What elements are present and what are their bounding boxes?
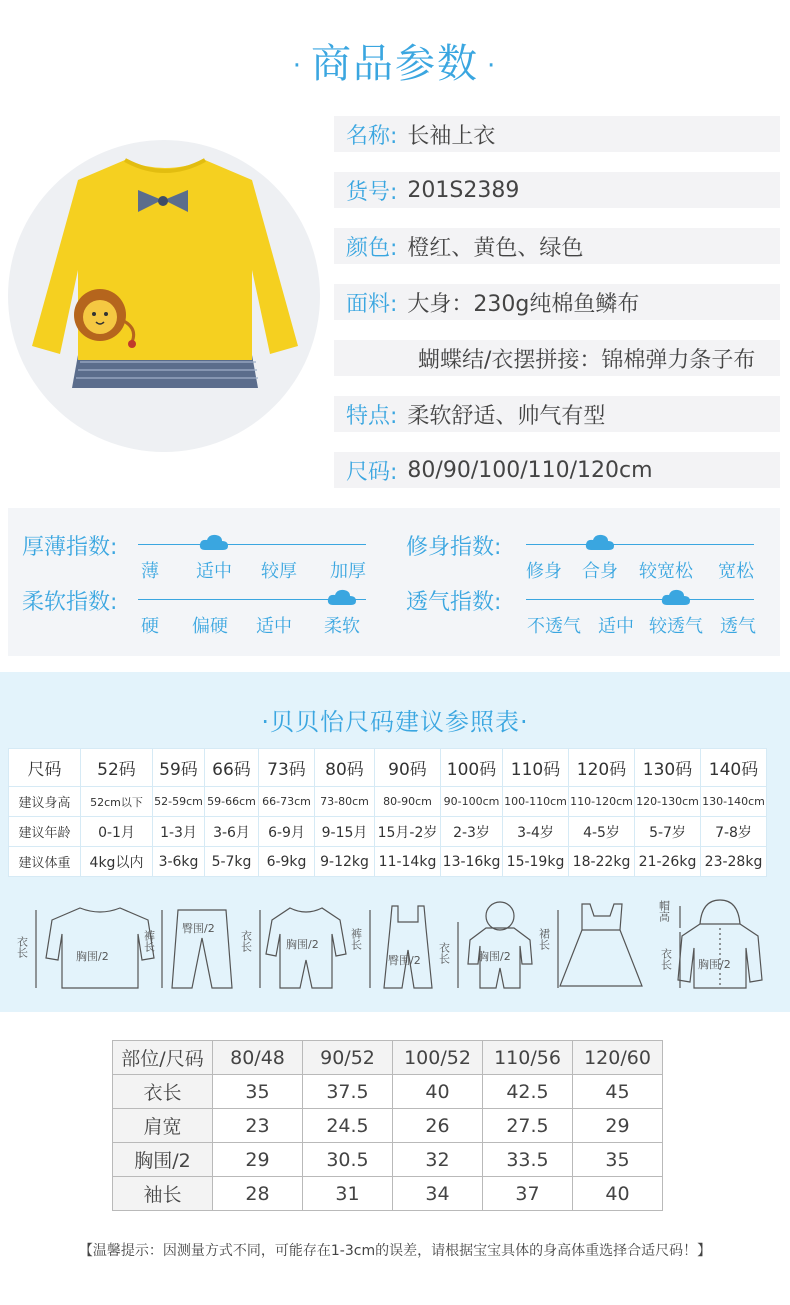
size-chart-cell: 6-9kg <box>259 847 315 877</box>
index-option: 透气 <box>720 616 756 637</box>
param-value: 长袖上衣 <box>407 123 496 149</box>
param-value: 大身：230g纯棉鱼鳞布 <box>407 291 640 317</box>
title-dot-right: · <box>487 51 498 81</box>
param-value: 80/90/100/110/120cm <box>407 457 653 483</box>
param-key: 特点: <box>346 403 398 429</box>
measurement-cell: 33.5 <box>483 1143 573 1177</box>
size-chart-header-label: 尺码 <box>9 749 81 787</box>
measurement-cell: 29 <box>213 1143 303 1177</box>
param-row-size <box>334 452 780 488</box>
param-key: 颜色: <box>346 235 398 261</box>
size-chart-row-label: 建议体重 <box>9 847 81 877</box>
label-yichang: 衣长 <box>239 930 253 952</box>
measurement-cell: 26 <box>393 1109 483 1143</box>
size-chart-cell: 21-26kg <box>635 847 701 877</box>
measurement-cell: 37 <box>483 1177 573 1211</box>
size-chart-cell: 4kg以内 <box>81 847 153 877</box>
measurement-cell: 27.5 <box>483 1109 573 1143</box>
measurement-header: 部位/尺码 <box>113 1041 213 1075</box>
index-label: 修身指数: <box>406 535 502 560</box>
size-chart-size: 140码 <box>701 749 767 787</box>
measurement-cell: 40 <box>573 1177 663 1211</box>
index-option: 适中 <box>598 616 634 637</box>
label-tunwei: 臀围/2 <box>182 922 215 935</box>
measurement-cell: 45 <box>573 1075 663 1109</box>
label-xiongwei: 胸围/2 <box>698 958 731 971</box>
size-chart-cell: 18-22kg <box>569 847 635 877</box>
param-row-fabric-extra <box>334 340 780 376</box>
index-option: 较宽松 <box>639 561 693 582</box>
size-chart-cell: 100-110cm <box>503 787 569 817</box>
size-chart-cell: 90-100cm <box>441 787 503 817</box>
size-chart-row-label: 建议身高 <box>9 787 81 817</box>
size-chart-cell: 3-6kg <box>153 847 205 877</box>
index-label: 厚薄指数: <box>22 535 118 560</box>
measurement-row <box>113 1143 663 1177</box>
param-row-fabric <box>334 284 780 320</box>
size-chart-cell: 1-3月 <box>153 817 205 847</box>
label-yichang: 衣长 <box>15 936 29 958</box>
dress-diagram <box>538 904 643 988</box>
measurement-table <box>112 1040 663 1211</box>
label-xiongwei: 胸围/2 <box>76 950 109 963</box>
index-option: 修身 <box>526 561 562 582</box>
size-chart-cell: 2-3岁 <box>441 817 503 847</box>
size-chart-size: 130码 <box>635 749 701 787</box>
cloud-marker-icon <box>661 588 691 606</box>
size-chart-cell: 9-12kg <box>315 847 375 877</box>
size-chart-header-row <box>9 749 767 787</box>
index-scale-line <box>526 599 754 600</box>
measurement-cell: 31 <box>303 1177 393 1211</box>
measurement-cell: 28 <box>213 1177 303 1211</box>
size-chart-cell: 59-66cm <box>205 787 259 817</box>
sizing-tip: 【温馨提示：因测量方式不同，可能存在1-3cm的误差，请根据宝宝具体的身高体重选择合适尺码！】 <box>78 1243 712 1259</box>
size-chart-cell: 5-7kg <box>205 847 259 877</box>
size-chart-cell: 15月-2岁 <box>375 817 441 847</box>
measurement-header-row <box>113 1041 663 1075</box>
measurement-cell: 32 <box>393 1143 483 1177</box>
index-option: 薄 <box>141 561 159 582</box>
measurement-row <box>113 1075 663 1109</box>
page-title <box>0 32 790 89</box>
cloud-marker-icon <box>585 533 615 551</box>
param-value: 柔软舒适、帅气有型 <box>407 403 606 429</box>
label-qunchang: 裙长 <box>537 928 551 950</box>
index-option: 加厚 <box>330 561 366 582</box>
measurement-cell: 34 <box>393 1177 483 1211</box>
measurement-row <box>113 1177 663 1211</box>
size-chart-cell: 73-80cm <box>315 787 375 817</box>
param-row-sku <box>334 172 780 208</box>
measurement-cell: 24.5 <box>303 1109 393 1143</box>
measurement-cell: 40 <box>393 1075 483 1109</box>
label-tunwei: 臀围/2 <box>388 954 421 967</box>
label-kuchang: 裤长 <box>349 928 363 950</box>
hooded-jacket-diagram <box>658 899 763 988</box>
label-xiongwei: 胸围/2 <box>478 950 511 963</box>
cloud-marker-icon <box>327 588 357 606</box>
measurement-row-label: 胸围/2 <box>113 1143 213 1177</box>
index-label: 透气指数: <box>406 590 502 615</box>
size-chart-size: 120码 <box>569 749 635 787</box>
param-row-color <box>334 228 780 264</box>
garment-measure-diagrams <box>15 898 780 998</box>
size-chart-row-weight <box>9 847 767 877</box>
size-chart-cell: 110-120cm <box>569 787 635 817</box>
size-chart-title: ·贝贝怡尺码建议参照表· <box>261 708 529 736</box>
measurement-cell: 23 <box>213 1109 303 1143</box>
measurement-row-label: 肩宽 <box>113 1109 213 1143</box>
title-dot-left: · <box>292 51 303 81</box>
param-key: 货号: <box>346 179 398 205</box>
size-chart-cell: 5-7岁 <box>635 817 701 847</box>
param-row-name <box>334 116 780 152</box>
size-chart-size: 52码 <box>81 749 153 787</box>
size-chart-cell: 4-5岁 <box>569 817 635 847</box>
size-chart-row-height <box>9 787 767 817</box>
size-chart-cell: 6-9月 <box>259 817 315 847</box>
measurement-header: 110/56 <box>483 1041 573 1075</box>
param-key: 名称: <box>346 123 398 149</box>
size-chart-cell: 120-130cm <box>635 787 701 817</box>
measurement-header: 100/52 <box>393 1041 483 1075</box>
size-chart-cell: 52-59cm <box>153 787 205 817</box>
size-chart-cell: 0-1月 <box>81 817 153 847</box>
size-chart-cell: 66-73cm <box>259 787 315 817</box>
index-option: 适中 <box>196 561 232 582</box>
label-maogao: 帽高 <box>657 900 671 922</box>
index-option: 不透气 <box>527 616 581 637</box>
pants-diagram <box>143 910 233 988</box>
param-value: 201S2389 <box>407 177 520 203</box>
size-chart-cell: 15-19kg <box>503 847 569 877</box>
measurement-row-label: 衣长 <box>113 1075 213 1109</box>
measurement-header: 120/60 <box>573 1041 663 1075</box>
param-value: 橙红、黄色、绿色 <box>407 235 584 261</box>
label-kuchang: 裤长 <box>142 930 156 952</box>
size-chart-cell: 130-140cm <box>701 787 767 817</box>
product-image <box>20 150 310 400</box>
label-xiongwei: 胸围/2 <box>286 938 319 951</box>
param-key: 面料: <box>346 291 398 317</box>
measurement-row-label: 袖长 <box>113 1177 213 1211</box>
index-option: 适中 <box>256 616 292 637</box>
size-chart-cell: 3-4岁 <box>503 817 569 847</box>
measurement-header: 90/52 <box>303 1041 393 1075</box>
size-chart-size: 73码 <box>259 749 315 787</box>
size-chart-cell: 3-6月 <box>205 817 259 847</box>
index-option: 较透气 <box>649 616 703 637</box>
size-chart-cell: 80-90cm <box>375 787 441 817</box>
size-chart-size: 59码 <box>153 749 205 787</box>
index-option: 合身 <box>582 561 618 582</box>
index-option: 柔软 <box>324 616 360 637</box>
size-chart-size: 66码 <box>205 749 259 787</box>
param-value: 蝴蝶结/衣摆拼接：锦棉弹力条子布 <box>418 347 756 373</box>
size-chart-cell: 13-16kg <box>441 847 503 877</box>
size-chart-cell: 7-8岁 <box>701 817 767 847</box>
measurement-header: 80/48 <box>213 1041 303 1075</box>
measurement-row <box>113 1109 663 1143</box>
index-option: 宽松 <box>718 561 754 582</box>
cloud-marker-icon <box>199 533 229 551</box>
title-text: 商品参数 <box>311 41 479 87</box>
tshirt-diagram <box>16 908 155 988</box>
size-chart-row-label: 建议年龄 <box>9 817 81 847</box>
size-chart-row-age <box>9 817 767 847</box>
label-yichang: 衣长 <box>659 948 673 970</box>
label-yichang: 衣长 <box>437 942 451 964</box>
param-key: 尺码: <box>346 459 398 485</box>
index-scale-line <box>138 544 366 545</box>
measurement-cell: 42.5 <box>483 1075 573 1109</box>
measurement-cell: 37.5 <box>303 1075 393 1109</box>
size-chart-cell: 9-15月 <box>315 817 375 847</box>
hooded-romper-diagram <box>438 902 533 988</box>
size-chart-size: 90码 <box>375 749 441 787</box>
param-row-feature <box>334 396 780 432</box>
measurement-cell: 35 <box>213 1075 303 1109</box>
size-chart-size: 80码 <box>315 749 375 787</box>
size-chart-size: 110码 <box>503 749 569 787</box>
overalls-diagram <box>350 906 433 988</box>
measurement-cell: 30.5 <box>303 1143 393 1177</box>
measurement-cell: 29 <box>573 1109 663 1143</box>
size-chart-size: 100码 <box>441 749 503 787</box>
size-chart-cell: 11-14kg <box>375 847 441 877</box>
index-option: 偏硬 <box>192 616 228 637</box>
size-chart-cell: 52cm以下 <box>81 787 153 817</box>
size-chart-cell: 23-28kg <box>701 847 767 877</box>
index-option: 较厚 <box>261 561 297 582</box>
index-label: 柔软指数: <box>22 590 118 615</box>
size-chart-table <box>8 748 767 877</box>
romper-diagram <box>240 908 347 988</box>
measurement-cell: 35 <box>573 1143 663 1177</box>
index-option: 硬 <box>141 616 159 637</box>
index-scale-line <box>526 544 754 545</box>
